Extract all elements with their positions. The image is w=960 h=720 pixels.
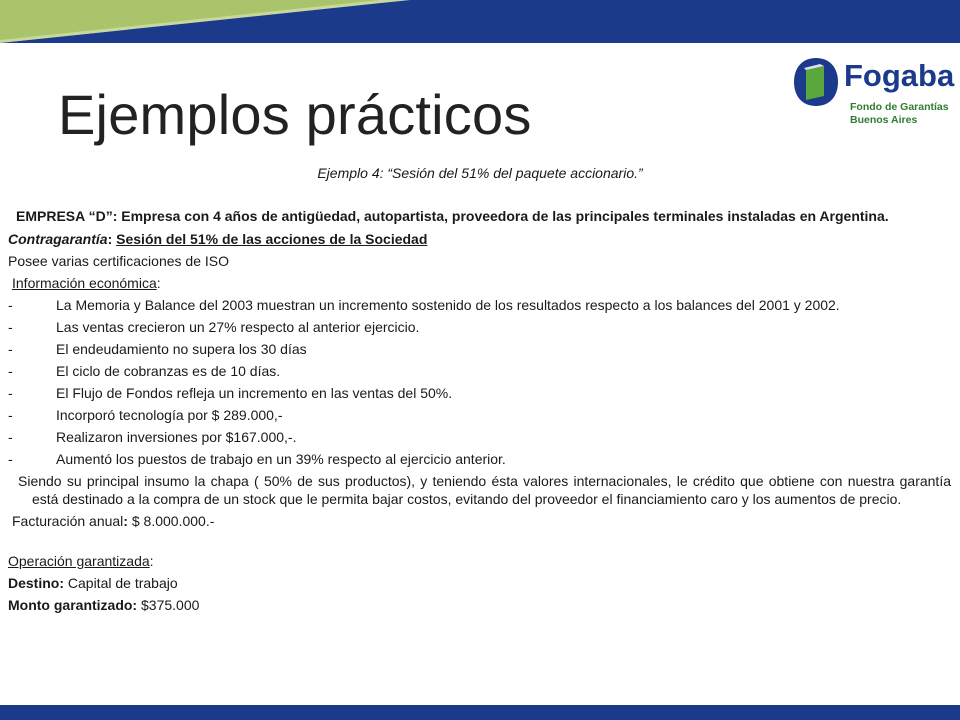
- fogaba-logo: [792, 56, 960, 132]
- list-item: [8, 362, 951, 380]
- monto-label: Monto garantizado:: [8, 597, 138, 613]
- operacion-line: [8, 552, 951, 570]
- bullet-dash: -: [8, 385, 13, 401]
- logo-name: Fogaba: [844, 58, 955, 93]
- bullet-text: El endeudamiento no supera los 30 días: [56, 341, 307, 357]
- list-item: [8, 296, 951, 314]
- list-item: [8, 450, 951, 468]
- destino-line: [8, 574, 951, 592]
- monto-line: [8, 596, 951, 614]
- info-economica-label: Información económica: [12, 275, 157, 291]
- list-item: [8, 384, 951, 402]
- bullet-dash: -: [8, 429, 13, 445]
- empresa-description: EMPRESA “D”: Empresa con 4 años de antigüedad, autopartista, proveedora de las principales terminales instaladas en Argentina.: [16, 208, 889, 224]
- facturacion-label: Facturación anual: [12, 513, 124, 529]
- monto-value: $375.000: [137, 597, 200, 613]
- certificaciones-line: Posee varias certificaciones de ISO: [8, 253, 229, 269]
- list-item: [8, 406, 951, 424]
- slide-content: [8, 207, 951, 618]
- bottom-banner: [0, 705, 960, 720]
- destino-value: Capital de trabajo: [64, 575, 178, 591]
- info-economica-line: [8, 274, 951, 292]
- logo-subtitle-line1: Fondo de Garantías: [850, 101, 949, 113]
- contragarantia-value: Sesión del 51% de las acciones de la Sociedad: [116, 231, 428, 247]
- bullet-text: El ciclo de cobranzas es de 10 días.: [56, 363, 281, 379]
- bullet-dash: -: [8, 341, 13, 357]
- bullet-text: La Memoria y Balance del 2003 muestran un incremento sostenido de los resultados respecto a los balances del 2001 y 2002.: [56, 297, 840, 313]
- list-item: [8, 428, 951, 446]
- bullet-dash: -: [8, 363, 13, 379]
- page-title: Ejemplos prácticos: [58, 83, 532, 146]
- facturacion-sep: :: [123, 513, 128, 529]
- fogaba-logo-icon: [792, 56, 840, 108]
- bullet-text: Realizaron inversiones por $167.000,-.: [56, 429, 297, 445]
- contragarantia-sep: :: [107, 231, 117, 247]
- spacer: [8, 534, 951, 552]
- facturacion-value: $ 8.000.000.-: [127, 513, 215, 529]
- bullet-dash: -: [8, 297, 13, 313]
- bullet-text: Incorporó tecnología por $ 289.000,-: [56, 407, 283, 423]
- bullet-dash: -: [8, 451, 13, 467]
- destino-label: Destino:: [8, 575, 64, 591]
- top-banner: [0, 0, 960, 43]
- contragarantia-label: Contragarantía: [8, 231, 108, 247]
- operacion-label: Operación garantizada: [8, 553, 150, 569]
- bullet-dash: -: [8, 407, 13, 423]
- bullet-text: Aumentó los puestos de trabajo en un 39% respecto al ejercicio anterior.: [56, 451, 506, 467]
- bullet-text: El Flujo de Fondos refleja un incremento en las ventas del 50%.: [56, 385, 453, 401]
- example-subtitle: Ejemplo 4: “Sesión del 51% del paquete accionario.”: [317, 165, 643, 181]
- bullet-list: [8, 296, 951, 468]
- facturacion-line: [8, 512, 951, 530]
- logo-subtitle-line2: Buenos Aires: [850, 114, 918, 126]
- bullet-text: Las ventas crecieron un 27% respecto al anterior ejercicio.: [56, 319, 420, 335]
- list-item: [8, 318, 951, 336]
- contragarantia-line: [8, 230, 951, 248]
- info-economica-suffix: :: [156, 275, 161, 291]
- bullet-dash: -: [8, 319, 13, 335]
- operacion-suffix: :: [149, 553, 154, 569]
- list-item: [8, 340, 951, 358]
- insumo-paragraph: Siendo su principal insumo la chapa ( 50% de sus productos), y teniendo ésta valores internacionales, le crédito que obtiene con nuestra garantía está destinado a la compra de un stock que le permita bajar costos, evitando del proveedor el financiamiento caro y los aumentos de precio.: [18, 473, 951, 507]
